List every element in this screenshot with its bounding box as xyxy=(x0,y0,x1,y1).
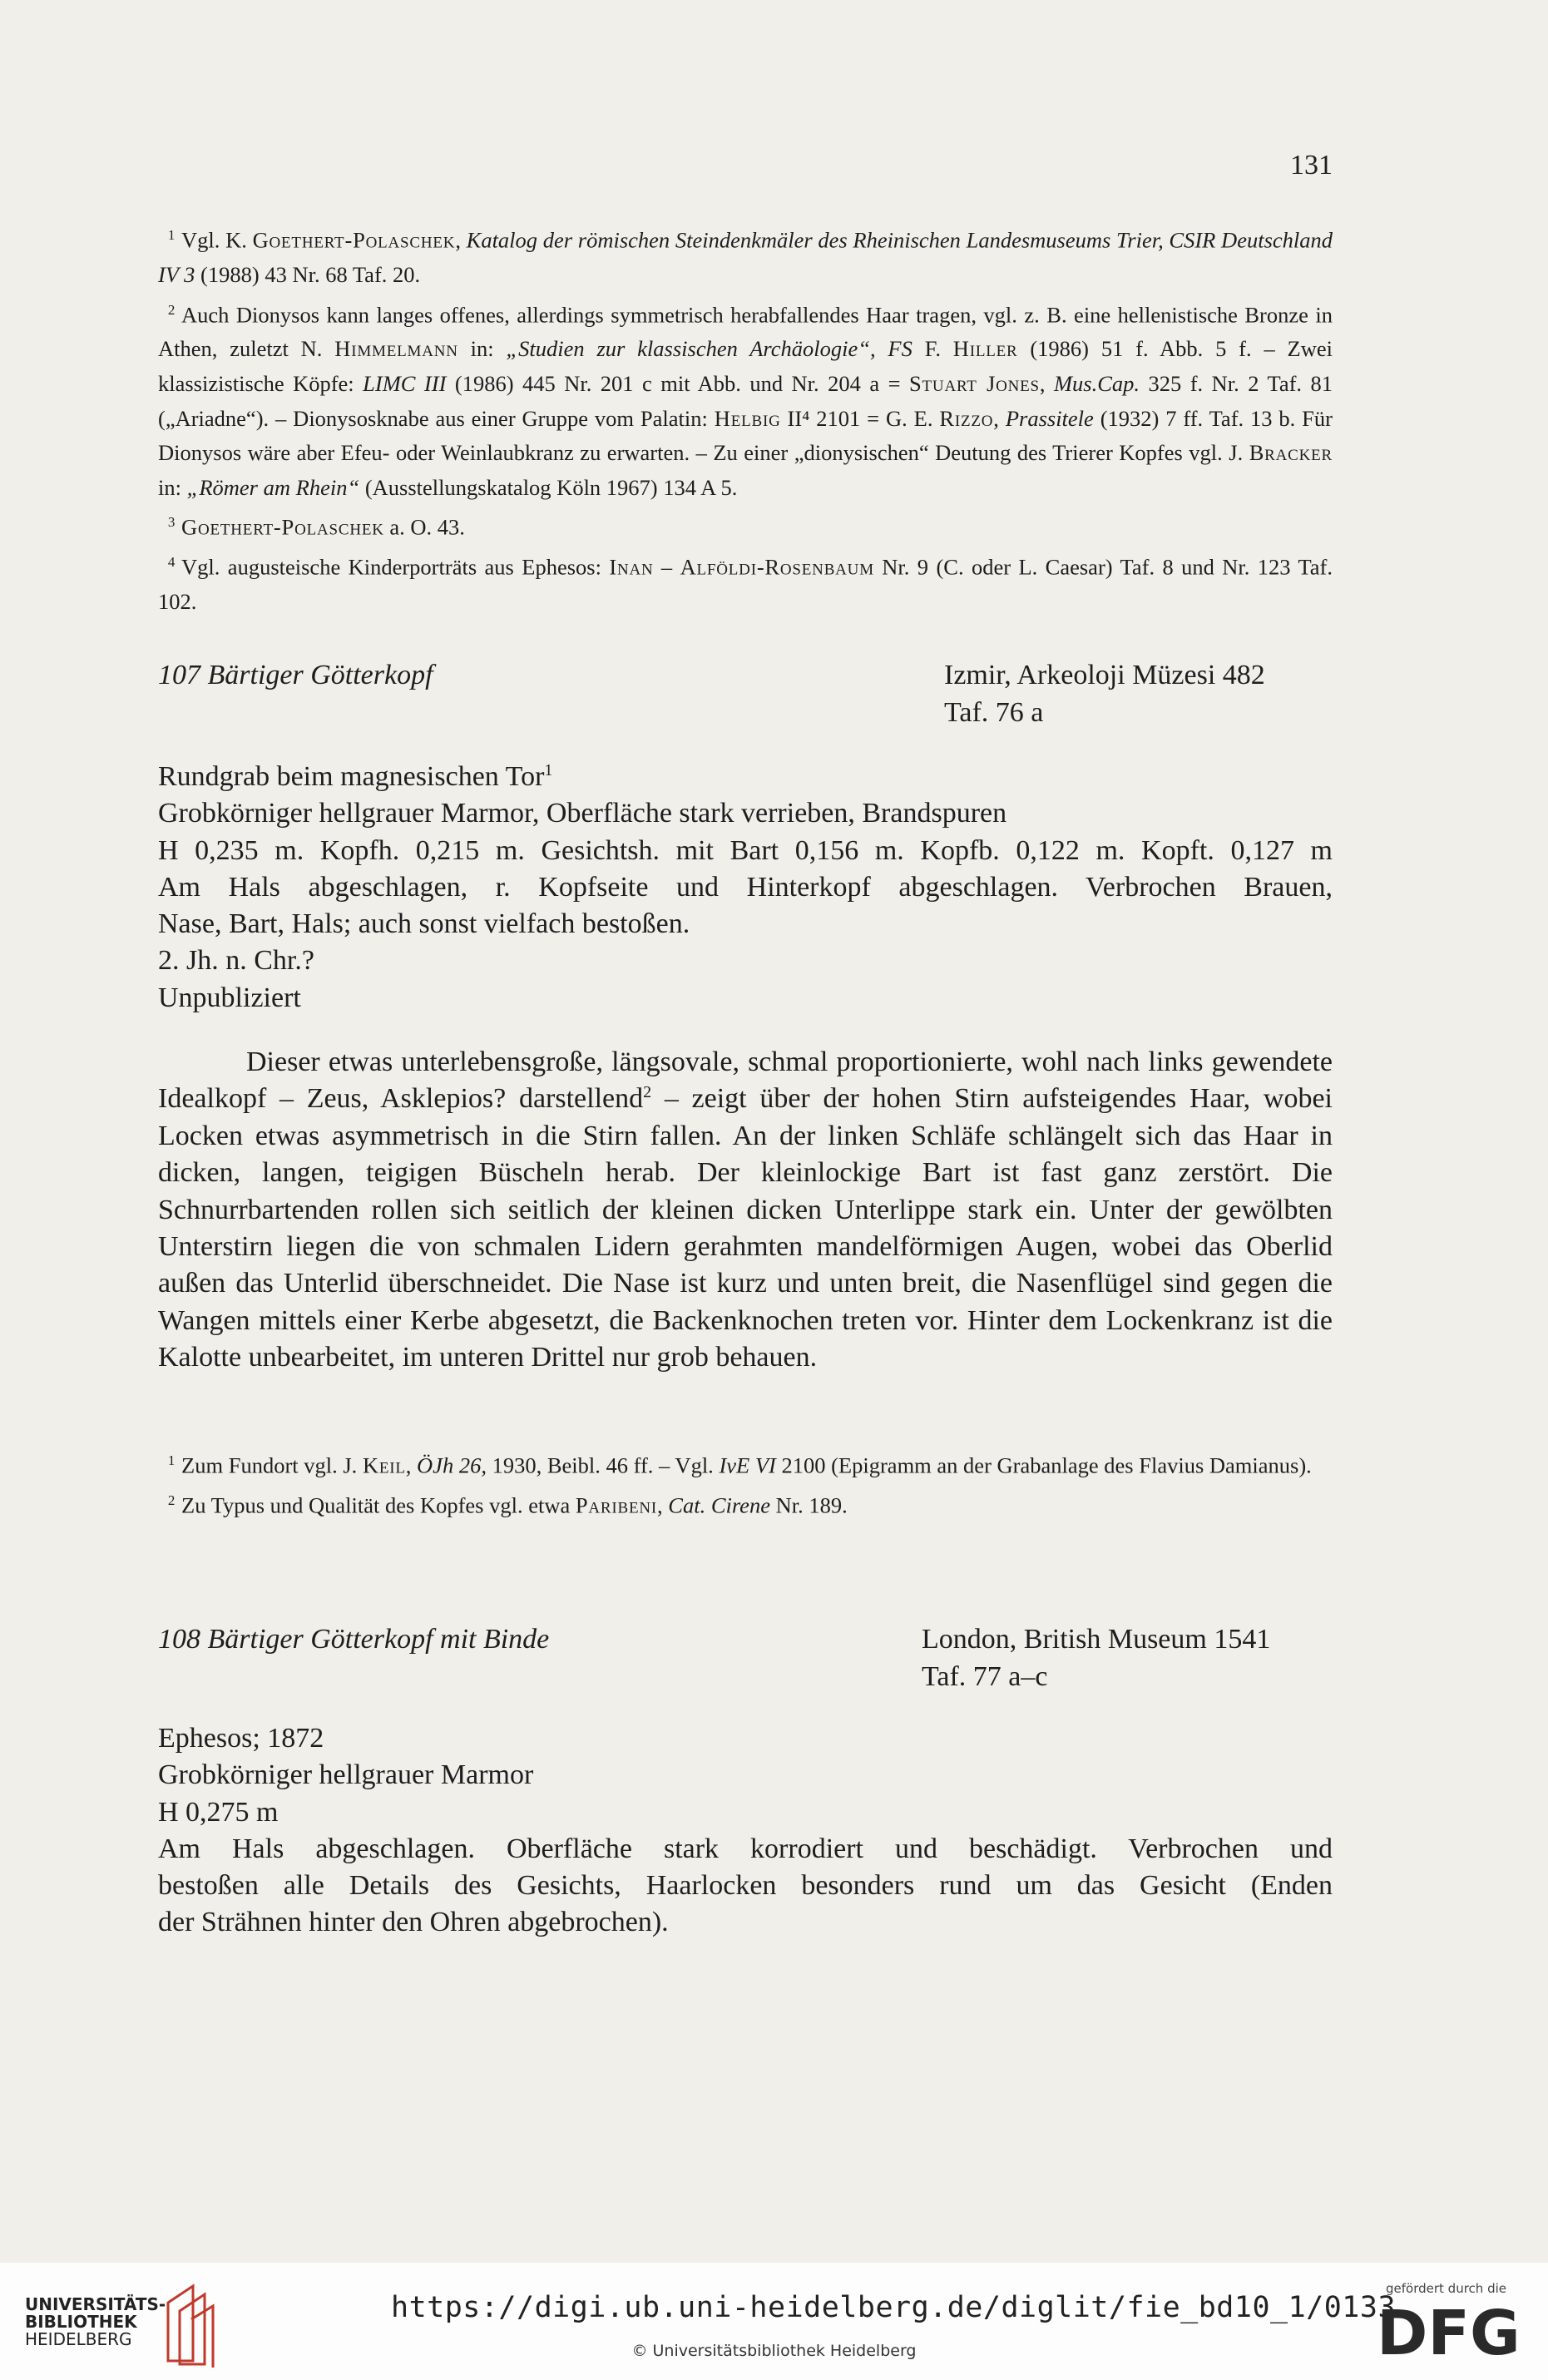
footnote-text: Zum Fundort vgl. J. xyxy=(181,1452,363,1478)
entry-108-location: London, British Museum 1541 xyxy=(922,1624,1271,1655)
entry-108-condition-line1: Am Hals abgeschlagen. Oberfläche stark korrodiert und beschädigt. Verbrochen und xyxy=(158,1833,1333,1864)
footnote-marker: 1 xyxy=(167,227,176,243)
footnote-text: Goethert-Polaschek xyxy=(252,227,456,253)
footnote-text: Mus.Cap. xyxy=(1053,371,1140,397)
footnote xyxy=(158,293,1333,506)
footnote-text: Vgl. K. xyxy=(181,227,253,253)
footnote-marker: 2 xyxy=(167,1492,176,1508)
entry-107-publication: Unpubliziert xyxy=(158,982,301,1013)
footnote-text: Stuart Jones xyxy=(909,371,1040,397)
footnote-marker: 3 xyxy=(167,514,176,531)
entry-108-plate: Taf. 77 a–c xyxy=(922,1661,1048,1692)
footnote-text: , xyxy=(657,1492,669,1518)
entry-108-condition-line3: der Strähnen hinter den Ohren abgebrochen). xyxy=(158,1907,669,1938)
footnote-text: , xyxy=(1039,371,1054,397)
footnote-text: – xyxy=(653,554,680,580)
entry-108-details xyxy=(158,1720,1333,1942)
library-name-line3: HEIDELBERG xyxy=(25,2329,132,2349)
document-url-link[interactable]: https://digi.ub.uni-heidelberg.de/diglit/fie_bd10_1/0133 xyxy=(391,2291,1397,2324)
footnote-marker: 1 xyxy=(167,1452,176,1468)
footnote xyxy=(158,545,1333,620)
footnote-text: Auch Dionysos kann langes offenes, allerdings symmetrisch herabfallendes Haar tragen, vgl. z. B. eine hellenistische Bronze in Athen, zuletzt N. xyxy=(158,301,1333,362)
entry-107-date: 2. Jh. n. Chr.? xyxy=(158,945,314,977)
footnote-text: LIMC III xyxy=(363,371,447,397)
footnote-text: (1986) 51 f. Abb. 5 f. – Zwei klassizistische Köpfe: xyxy=(158,336,1333,397)
copyright-notice: © Universitätsbibliothek Heidelberg xyxy=(631,2342,917,2360)
footnote-text: (1986) 445 Nr. 201 c mit Abb. und Nr. 204 a = xyxy=(446,371,909,397)
footnote-text: a. O. 43. xyxy=(383,514,465,540)
entry-107-location: Izmir, Arkeoloji Müzesi 482 xyxy=(944,660,1265,690)
footnote-text: 1930, Beibl. 46 ff. – Vgl. xyxy=(486,1452,720,1478)
page-number: 131 xyxy=(1290,150,1333,181)
footnote-text: (Ausstellungskatalog Köln 1967) 134 A 5. xyxy=(359,474,738,500)
entry-107-material: Grobkörniger hellgrauer Marmor, Oberfläche stark verrieben, Brandspuren xyxy=(158,798,1007,829)
footnote-text: Nr. 9 (C. oder L. Caesar) Taf. 8 und Nr. 123 Taf. 102. xyxy=(158,554,1333,615)
footnote-text: in: xyxy=(158,474,187,500)
footnote-text: „Römer am Rhein“ xyxy=(186,474,360,500)
footnote-marker: 2 xyxy=(167,301,176,318)
library-name-line1: UNIVERSITÄTS- xyxy=(25,2294,166,2314)
footnote-text: Goethert-Polaschek xyxy=(181,514,384,540)
entry-108-measures: H 0,275 m xyxy=(158,1796,279,1828)
footnote-text: Helbig xyxy=(714,405,781,431)
entry-107-condition-line1: Am Hals abgeschlagen, r. Kopfseite und Hinterkopf abgeschlagen. Verbrochen Brauen, xyxy=(158,871,1333,903)
footnote-text: Bracker xyxy=(1249,440,1333,466)
footnote xyxy=(158,218,1333,293)
footnote xyxy=(158,505,1333,545)
entry-107-title: 107 Bärtiger Götterkopf xyxy=(158,660,433,690)
footnotes-top xyxy=(158,218,1333,620)
footnote xyxy=(158,1443,1333,1483)
library-name-line2: BIBLIOTHEK xyxy=(25,2312,137,2332)
entry-108-title: 108 Bärtiger Götterkopf mit Binde xyxy=(158,1624,550,1655)
entry-107-header xyxy=(158,656,1333,736)
footnote-text: Vgl. augusteische Kinderporträts aus Ephesos: xyxy=(181,554,610,580)
dfg-logo-icon xyxy=(1377,2303,1526,2361)
footnote xyxy=(158,1483,1333,1523)
entry-107-details xyxy=(158,759,1333,1017)
entry-108-findspot: Ephesos; 1872 xyxy=(158,1723,324,1754)
footnote-text: , xyxy=(405,1452,418,1478)
footnote-text: 2100 (Epigramm an der Grabanlage des Flavius Damianus). xyxy=(775,1452,1312,1478)
footnote-text: F. xyxy=(912,336,953,362)
footnote-text: , xyxy=(455,227,467,253)
entry-108-material: Grobkörniger hellgrauer Marmor xyxy=(158,1759,534,1791)
footnote-text: Nr. 189. xyxy=(769,1492,848,1518)
footnote-text: Keil xyxy=(362,1452,406,1478)
footnote-marker: 4 xyxy=(167,554,176,571)
entry-107-plate: Taf. 76 a xyxy=(944,697,1044,728)
footnote-text: Cat. Cirene xyxy=(668,1492,770,1518)
svg-text:DFG: DFG xyxy=(1377,2303,1521,2361)
entry-107-findspot: Rundgrab beim magnesischen Tor$^1$ xyxy=(158,761,553,792)
entry-107-condition-line2: Nase, Bart, Hals; auch sonst vielfach bestoßen. xyxy=(158,908,690,940)
entry-108-condition-line2: bestoßen alle Details des Gesichts, Haarlocken besonders rund um das Gesicht (Enden xyxy=(158,1870,1333,1902)
library-name xyxy=(25,2296,166,2348)
footnote-text: IvE VI xyxy=(719,1452,776,1478)
footnote-text: Katalog der römischen Steindenkmäler des Rheinischen Landesmuseums Trier, CSIR Deutschland IV 3 xyxy=(158,227,1333,287)
entry-107-measures: H 0,235 m. Kopfh. 0,215 m. Gesichtsh. mit Bart 0,156 m. Kopfb. 0,122 m. Kopft. 0,127 m xyxy=(158,834,1333,866)
footnote-text: (1932) 7 ff. Taf. 13 b. Für Dionysos wäre aber Efeu- oder Weinlaubkranz zu erwarten. – Zu einer „dionysischen“ Deutung des Trierer Kopfes vgl. J. xyxy=(158,405,1333,466)
footnote-text: Himmelmann xyxy=(334,336,458,362)
funding-note: gefördert durch die xyxy=(1386,2281,1506,2296)
footnote-text: , xyxy=(993,405,1006,431)
footnote-text: 325 f. Nr. 2 Taf. 81 („Ariadne“). – Dionysosknabe aus einer Gruppe vom Palatin: xyxy=(158,371,1333,431)
footnote-text: II⁴ 2101 = G. E. xyxy=(780,405,940,431)
footnote-text: „Studien zur klassischen Archäologie“, FS xyxy=(506,336,912,362)
footnote-text: Hiller xyxy=(952,336,1018,362)
entry-107-description: Dieser etwas unterlebensgroße, längsovale, schmal proportionierte, wohl nach links gewendete Idealkopf – Zeus, Asklepios? darstellend$^2$ – zeigt über der hohen Stirn aufsteigendes Haar, wobei Locken etwas asymmetrisch in die Stirn fallen. An der linken Schläfe schlängelt sich das Haar in dicken, langen, teigigen Büscheln herab. Der kleinlockige Bart ist fast ganz zerstört. Die Schnurrbartenden rollen sich seitlich der kleinen dicken Unterlippe stark ein. Unter der gewölbten Unterstirn liegen die von schmalen Lidern gerahmten mandelförmigen Augen, wobei das Oberlid außen das Unterlid überschneidet. Die Nase ist kurz und unten breit, die Nasenflügel sind gegen die Wangen mittels einer Kerbe abgesetzt, die Backenknochen treten vor. Hinter dem Lockenkranz ist die Kalotte unbearbeitet, im unteren Drittel nur grob behauen. xyxy=(158,1047,1333,1373)
footnote-text: (1988) 43 Nr. 68 Taf. 20. xyxy=(195,261,421,287)
footnote-text: Paribenı xyxy=(575,1492,658,1518)
entry-108-header xyxy=(158,1620,1333,1700)
footnote-text: Prassitele xyxy=(1005,405,1094,431)
footnote-text: Zu Typus und Qualität des Kopfes vgl. etwa xyxy=(181,1492,576,1518)
footnotes-entry-107 xyxy=(158,1443,1333,1523)
footnote-text: Inan xyxy=(609,554,654,580)
footnote-text: Rizzo xyxy=(939,405,994,431)
footnote-text: Alföldi-Rosenbaum xyxy=(680,554,874,580)
footnote-text: ÖJh 26, xyxy=(417,1452,487,1478)
footnote-text: in: xyxy=(457,336,507,362)
viewer-footer xyxy=(0,2263,1548,2380)
